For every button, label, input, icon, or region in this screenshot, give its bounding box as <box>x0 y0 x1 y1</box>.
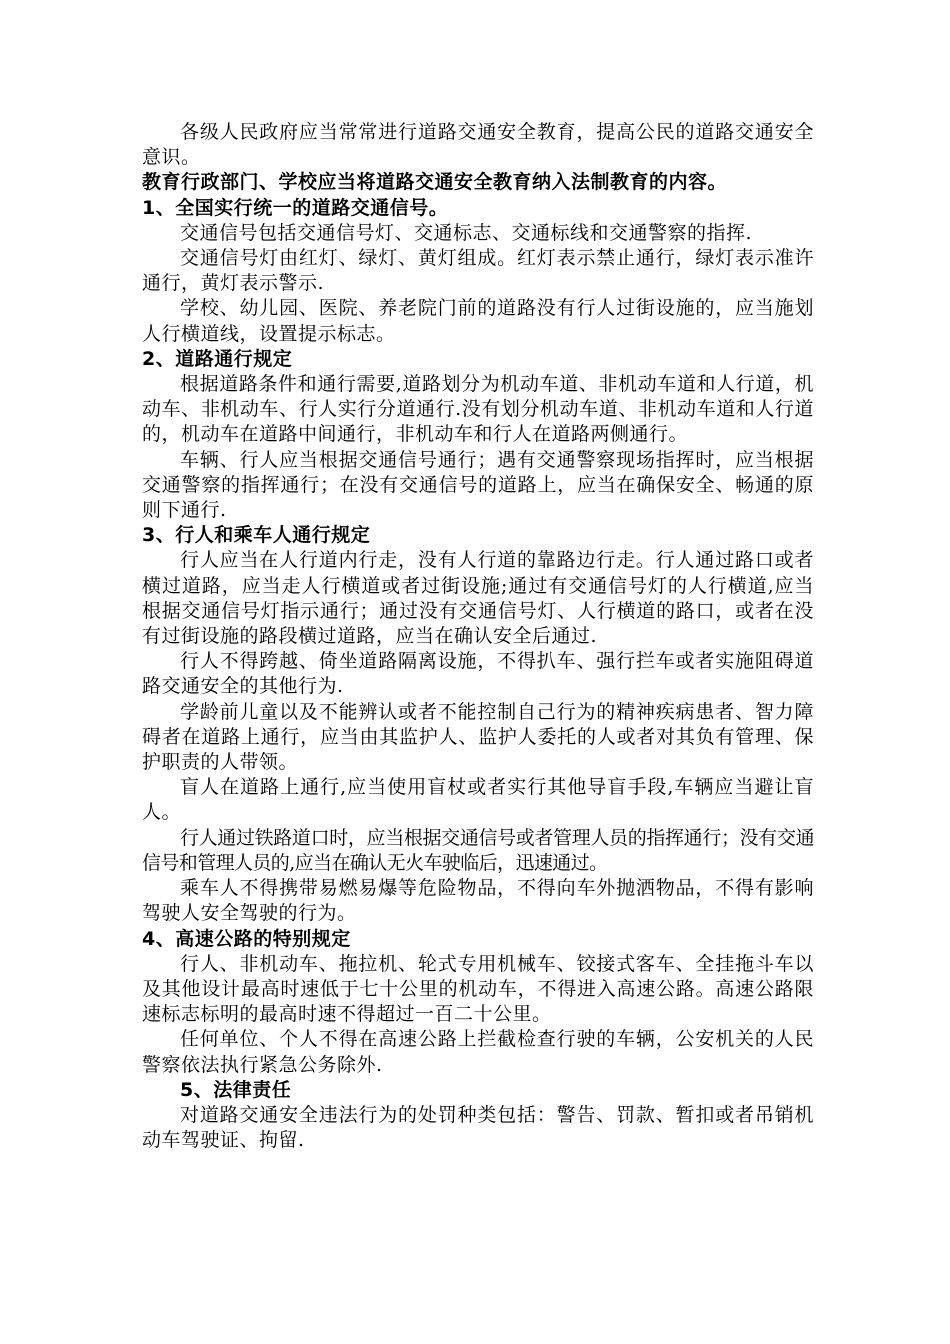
paragraph: 交通信号包括交通信号灯、交通标志、交通标线和交通警察的指挥. <box>180 221 753 244</box>
paragraph: 乘车人不得携带易燃易爆等危险物品，不得向车外抛洒物品，不得有影响驾驶人安全驾驶的行为。 <box>142 877 814 925</box>
paragraph: 盲人在道路上通行,应当使用盲杖或者实行其他导盲手段,车辆应当避让盲人。 <box>142 776 814 824</box>
paragraph: 交通信号灯由红灯、绿灯、黄灯组成。红灯表示禁止通行，绿灯表示准许通行，黄灯表示警示. <box>142 247 814 295</box>
paragraph: 任何单位、个人不得在高速公路上拦截检查行驶的车辆，公安机关的人民警察依法执行紧急公务除外. <box>142 1028 814 1076</box>
section-heading-pedestrians: 3、行人和乘车人通行规定 <box>142 524 371 547</box>
highlight-statement: 教育行政部门、学校应当将道路交通安全教育纳入法制教育的内容。 <box>142 171 728 194</box>
paragraph: 行人通过铁路道口时，应当根据交通信号或者管理人员的指挥通行；没有交通信号和管理人员的,应当在确认无火车驶临后，迅速通过。 <box>142 826 814 874</box>
paragraph: 学校、幼儿园、医院、养老院门前的道路没有行人过街设施的，应当施划人行横道线，设置提示标志。 <box>142 297 814 345</box>
section-heading-legal-liability: 5、法律责任 <box>180 1078 292 1101</box>
paragraph: 根据道路条件和通行需要,道路划分为机动车道、非机动车道和人行道，机动车、非机动车、行人实行分道通行.没有划分机动车道、非机动车道和人行道的，机动车在道路中间通行，非机动车和行人在道路两侧通行。 <box>142 373 814 446</box>
section-heading-signals: 1、全国实行统一的道路交通信号。 <box>142 196 449 219</box>
paragraph: 行人不得跨越、倚坐道路隔离设施，不得扒车、强行拦车或者实施阻碍道路交通安全的其他行为. <box>142 650 814 698</box>
section-heading-expressway: 4、高速公路的特别规定 <box>142 927 351 950</box>
paragraph: 学龄前儿童以及不能辨认或者不能控制自己行为的精神疾病患者、智力障碍者在道路上通行，应当由其监护人、监护人委托的人或者对其负有管理、保护职责的人带领。 <box>142 700 814 774</box>
paragraph: 对道路交通安全违法行为的处罚种类包括：警告、罚款、暂扣或者吊销机动车驾驶证、拘留. <box>142 1103 814 1152</box>
intro-paragraph: 各级人民政府应当常常进行道路交通安全教育，提高公民的道路交通安全意识。 <box>142 121 814 169</box>
paragraph: 车辆、行人应当根据交通信号通行；遇有交通警察现场指挥时，应当根据交通警察的指挥通行；在没有交通信号的道路上，应当在确保安全、畅通的原则下通行. <box>142 448 814 522</box>
section-heading-road-rules: 2、道路通行规定 <box>142 347 293 370</box>
document-body <box>142 120 814 1153</box>
paragraph: 行人、非机动车、拖拉机、轮式专用机械车、铰接式客车、全挂拖斗车以及其他设计最高时速低于七十公里的机动车，不得进入高速公路。高速公路限速标志标明的最高时速不得超过一百二十公里。 <box>142 952 814 1026</box>
paragraph: 行人应当在人行道内行走，没有人行道的靠路边行走。行人通过路口或者横过道路，应当走人行横道或者过街设施;通过有交通信号灯的人行横道,应当根据交通信号灯指示通行；通过没有交通信号灯、人行横道的路口，或者在没有过街设施的路段横过道路，应当在确认安全后通过. <box>142 549 814 648</box>
